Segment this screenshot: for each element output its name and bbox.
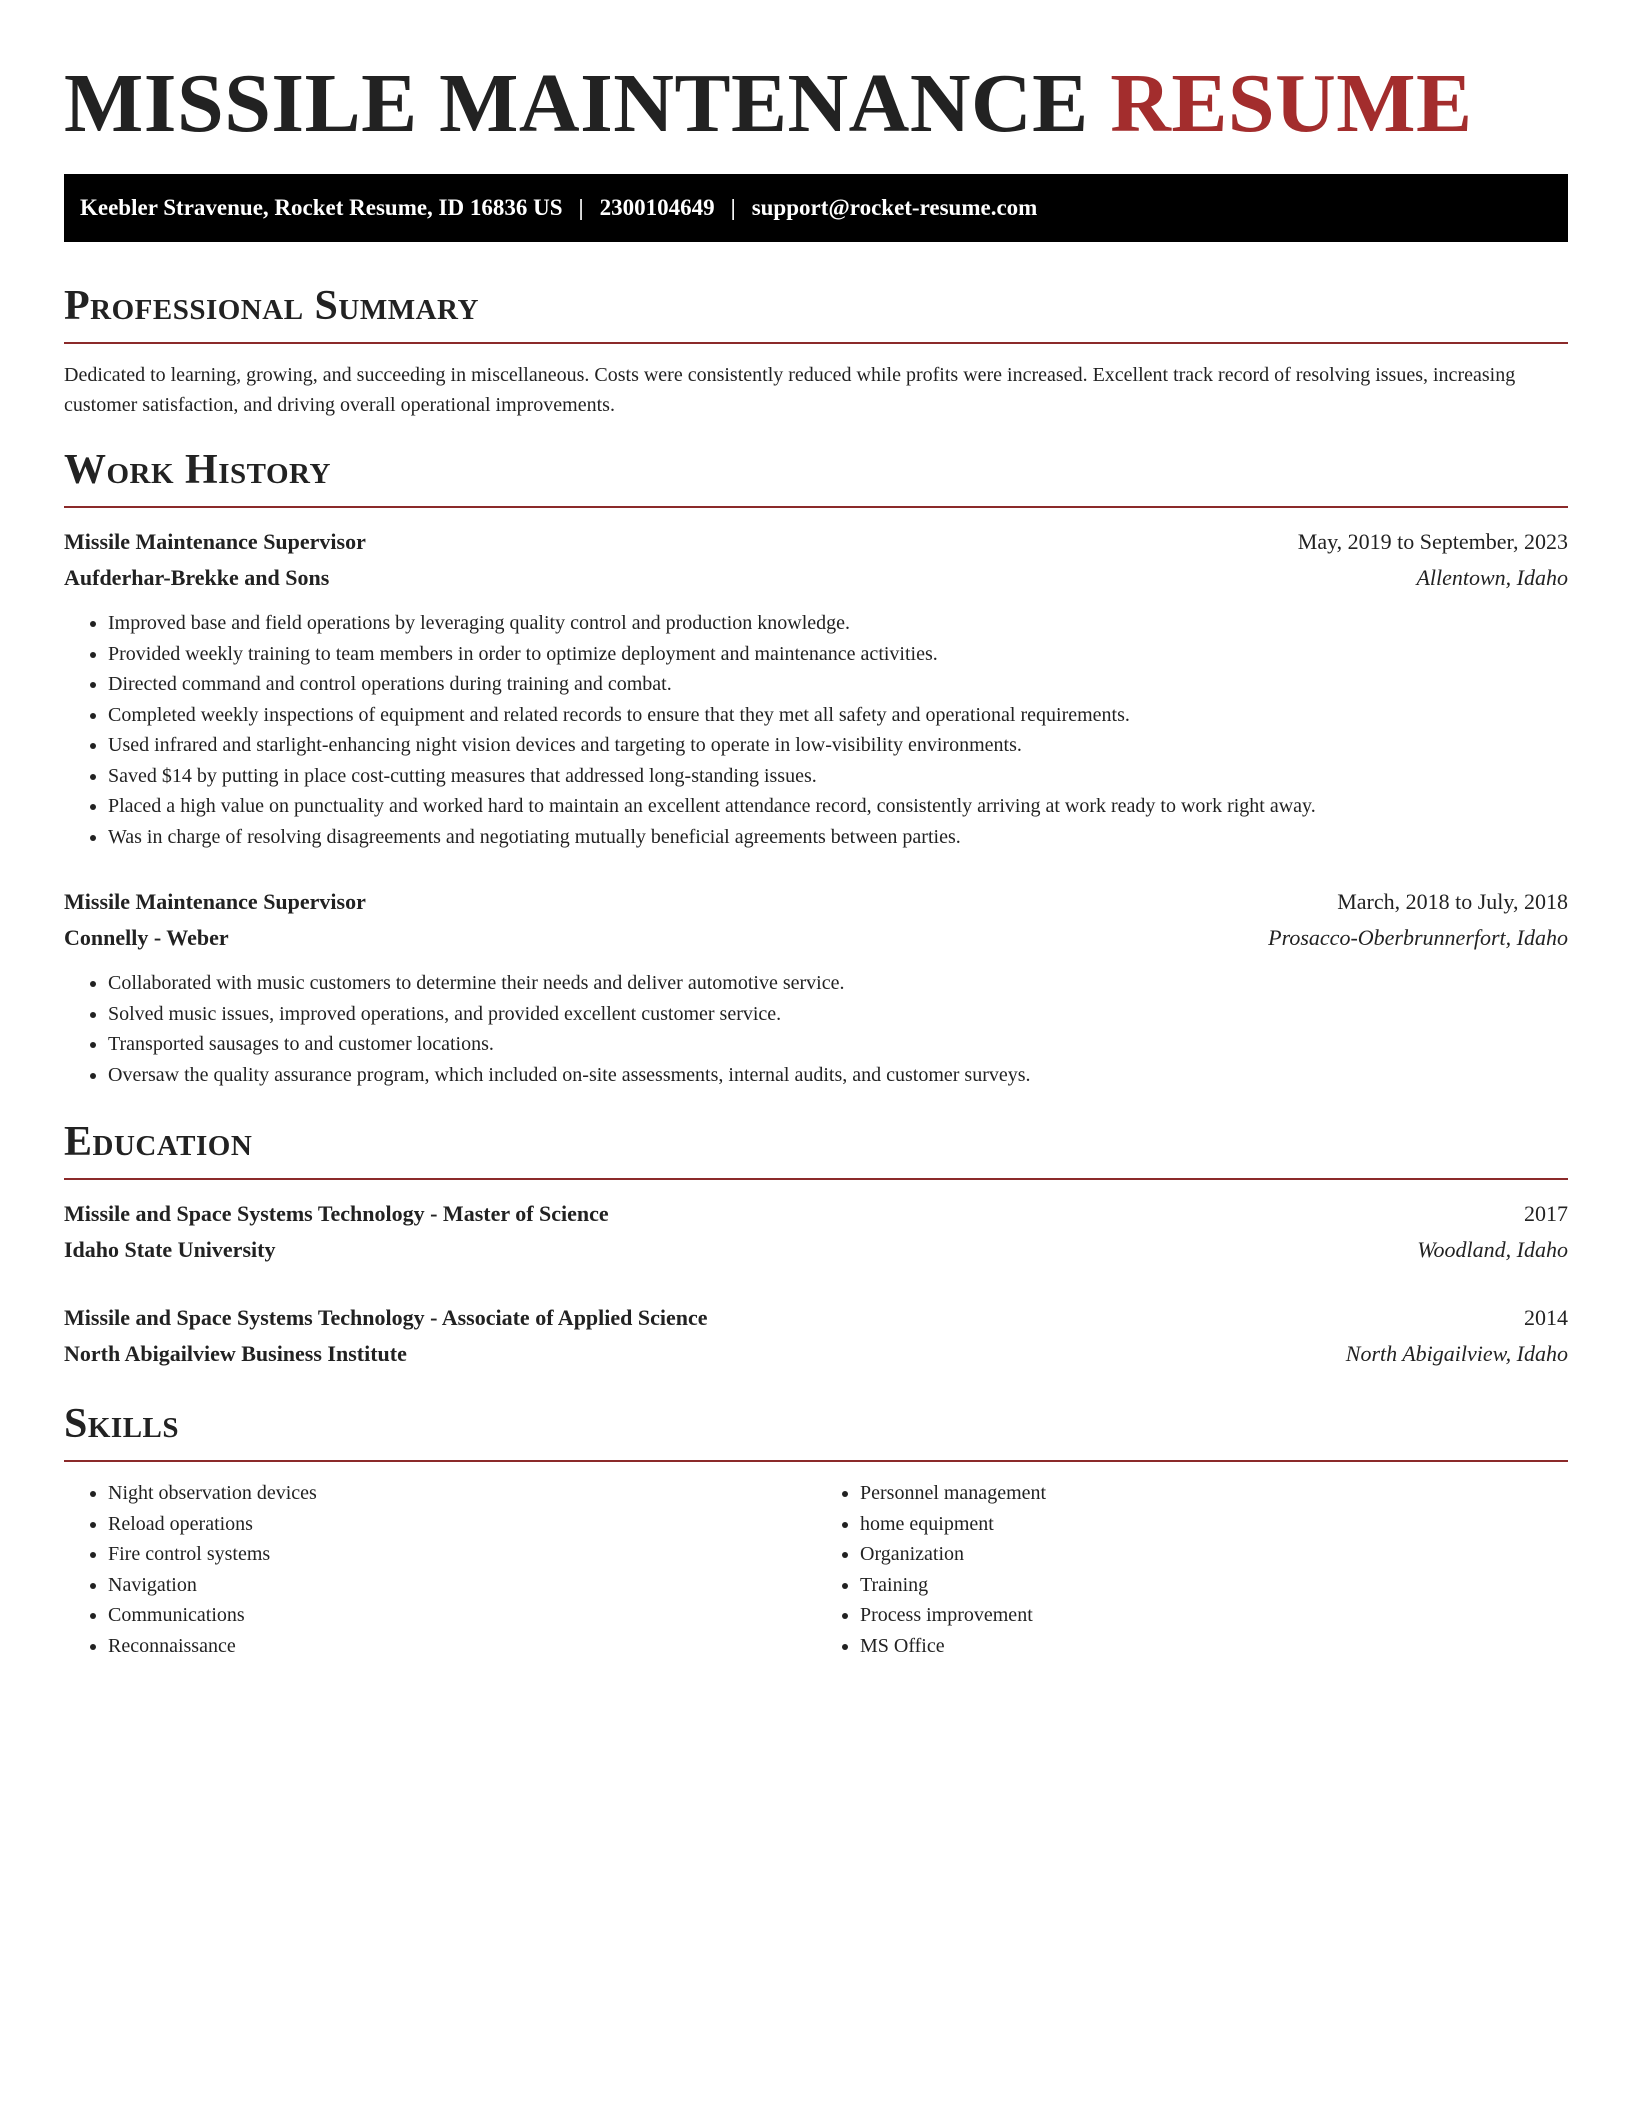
education-section [64, 1118, 1568, 1372]
contact-separator: | [730, 195, 736, 220]
job-header-row [64, 524, 1568, 560]
contact-phone: 2300104649 [599, 195, 715, 220]
section-divider [64, 1178, 1568, 1180]
job-title: Missile Maintenance Supervisor [64, 889, 366, 914]
skills-list-right [816, 1478, 1568, 1661]
education-degree: Missile and Space Systems Technology - Associate of Applied Science [64, 1305, 708, 1330]
contact-separator: | [578, 195, 584, 220]
job-bullet: • Completed weekly inspections of equipment and related records to ensure that they met all safety and operational requirements. [108, 700, 1568, 731]
job-company: Connelly - Weber [64, 925, 229, 950]
education-location: Woodland, Idaho [1417, 1237, 1568, 1262]
job-bullets [64, 608, 1568, 852]
title-main: MISSILE MAINTENANCE [64, 57, 1089, 150]
education-degree-row [64, 1196, 1568, 1232]
summary-text: Dedicated to learning, growing, and succeeding in miscellaneous. Costs were consistently reduced while profits were increased. Excellent track record of resolving issues, increasing customer satisfaction, and driving overall operational improvements. [64, 364, 1516, 416]
job-bullet: • Was in charge of resolving disagreements and negotiating mutually beneficial agreements between parties. [108, 822, 1568, 853]
education-school-row [64, 1336, 1568, 1372]
job-dates: March, 2018 to July, 2018 [1337, 889, 1568, 914]
section-divider [64, 1460, 1568, 1462]
skills-grid [64, 1478, 1568, 1661]
education-school: North Abigailview Business Institute [64, 1341, 407, 1366]
education-entry [64, 1196, 1568, 1268]
job-entry [64, 524, 1568, 852]
skill-item: • Fire control systems [108, 1539, 816, 1570]
job-bullet: • Provided weekly training to team members in order to optimize deployment and maintenance activities. [108, 639, 1568, 670]
section-heading: Professional Summary [64, 283, 479, 329]
job-location: Prosacco-Oberbrunnerfort, Idaho [1268, 925, 1568, 950]
job-entry [64, 884, 1568, 1090]
job-title: Missile Maintenance Supervisor [64, 529, 366, 554]
skill-item: • Reconnaissance [108, 1631, 816, 1662]
education-school-row [64, 1232, 1568, 1268]
job-bullet: • Improved base and field operations by leveraging quality control and production knowledge. [108, 608, 1568, 639]
section-heading: Education [64, 1119, 253, 1165]
skills-list-left [64, 1478, 816, 1661]
section-divider [64, 342, 1568, 344]
job-bullet: • Directed command and control operations during training and combat. [108, 669, 1568, 700]
job-company-row [64, 560, 1568, 596]
skill-item: • Communications [108, 1600, 816, 1631]
section-heading: Skills [64, 1401, 180, 1447]
education-year: 2017 [1524, 1201, 1568, 1226]
education-location: North Abigailview, Idaho [1345, 1341, 1568, 1366]
job-bullet: • Solved music issues, improved operations, and provided excellent customer service. [108, 999, 1568, 1030]
skill-item: • Training [860, 1570, 1568, 1601]
skill-item: • Personnel management [860, 1478, 1568, 1509]
skill-item: • Reload operations [108, 1509, 816, 1540]
job-dates: May, 2019 to September, 2023 [1297, 529, 1568, 554]
job-bullet: • Used infrared and starlight-enhancing night vision devices and targeting to operate in low-visibility environments. [108, 730, 1568, 761]
contact-email: support@rocket-resume.com [751, 195, 1038, 220]
section-divider [64, 506, 1568, 508]
title-accent: RESUME [1110, 57, 1473, 150]
job-bullets [64, 968, 1568, 1090]
education-degree-row [64, 1300, 1568, 1336]
job-bullet: • Collaborated with music customers to determine their needs and deliver automotive service. [108, 968, 1568, 999]
education-degree: Missile and Space Systems Technology - Master of Science [64, 1201, 609, 1226]
work-history-section [64, 446, 1568, 1090]
skill-item: • Night observation devices [108, 1478, 816, 1509]
skill-item: • Organization [860, 1539, 1568, 1570]
contact-bar [64, 174, 1568, 242]
job-location: Allentown, Idaho [1416, 565, 1568, 590]
job-company-row [64, 920, 1568, 956]
contact-address: Keebler Stravenue, Rocket Resume, ID 16836 US [80, 195, 563, 220]
skill-item: • home equipment [860, 1509, 1568, 1540]
skill-item: • MS Office [860, 1631, 1568, 1662]
education-year: 2014 [1524, 1305, 1568, 1330]
education-entry [64, 1300, 1568, 1372]
skill-item: • Process improvement [860, 1600, 1568, 1631]
resume-title [64, 0, 1568, 150]
job-bullet: • Transported sausages to and customer locations. [108, 1029, 1568, 1060]
job-company: Aufderhar-Brekke and Sons [64, 565, 330, 590]
job-bullet: • Oversaw the quality assurance program, which included on-site assessments, internal audits, and customer surveys. [108, 1060, 1568, 1091]
job-bullet: • Saved $14 by putting in place cost-cutting measures that addressed long-standing issues. [108, 761, 1568, 792]
skills-section [64, 1400, 1568, 1661]
education-school: Idaho State University [64, 1237, 276, 1262]
job-header-row [64, 884, 1568, 920]
section-heading: Work History [64, 447, 331, 493]
skill-item: • Navigation [108, 1570, 816, 1601]
summary-section [64, 282, 1568, 420]
job-bullet: • Placed a high value on punctuality and worked hard to maintain an excellent attendance record, consistently arriving at work ready to work right away. [108, 791, 1568, 822]
